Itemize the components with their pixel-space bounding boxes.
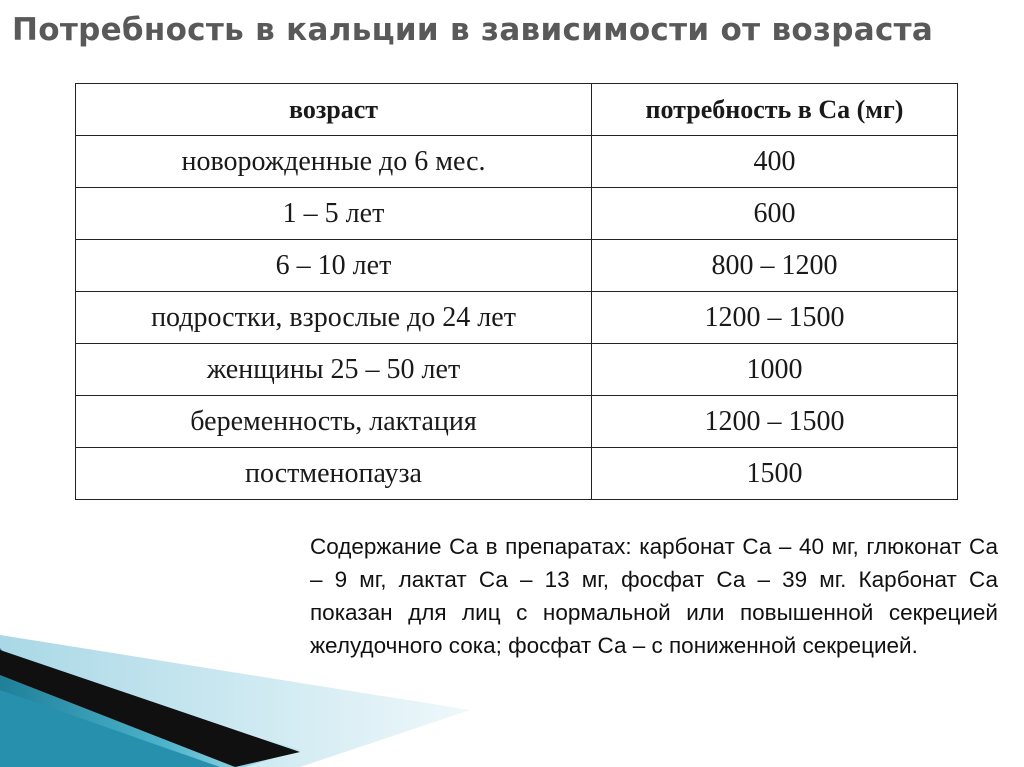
- table-row: [76, 136, 958, 188]
- cell-age: подростки, взрослые до 24 лет: [76, 292, 592, 344]
- page-title: Потребность в кальции в зависимости от возраста: [12, 12, 934, 48]
- cell-age: постменопауза: [76, 448, 592, 500]
- cell-need: 1200 – 1500: [592, 396, 958, 448]
- table-row: [76, 344, 958, 396]
- table-row: [76, 396, 958, 448]
- header-age: возраст: [76, 84, 592, 136]
- table-row: [76, 292, 958, 344]
- table-row: [76, 240, 958, 292]
- cell-need: 1000: [592, 344, 958, 396]
- table-header-row: [76, 84, 958, 136]
- header-need: потребность в Са (мг): [592, 84, 958, 136]
- cell-need: 400: [592, 136, 958, 188]
- cell-age: новорожденные до 6 мес.: [76, 136, 592, 188]
- cell-age: беременность, лактация: [76, 396, 592, 448]
- cell-need: 1500: [592, 448, 958, 500]
- cell-age: 1 – 5 лет: [76, 188, 592, 240]
- cell-need: 800 – 1200: [592, 240, 958, 292]
- calcium-requirements-table: [75, 83, 958, 500]
- cell-age: женщины 25 – 50 лет: [76, 344, 592, 396]
- cell-need: 1200 – 1500: [592, 292, 958, 344]
- cell-age: 6 – 10 лет: [76, 240, 592, 292]
- table-row: [76, 448, 958, 500]
- preparations-note: Содержание Са в препаратах: карбонат Са – 40 мг, глюконат Са – 9 мг, лактат Са – 13 мг, фосфат Са – 39 мг. Карбонат Са показан для лиц с нормальной или повышенной секрецией желудочного сока; фосфат Са – с пониженной секрецией.: [310, 534, 998, 658]
- table-row: [76, 188, 958, 240]
- cell-need: 600: [592, 188, 958, 240]
